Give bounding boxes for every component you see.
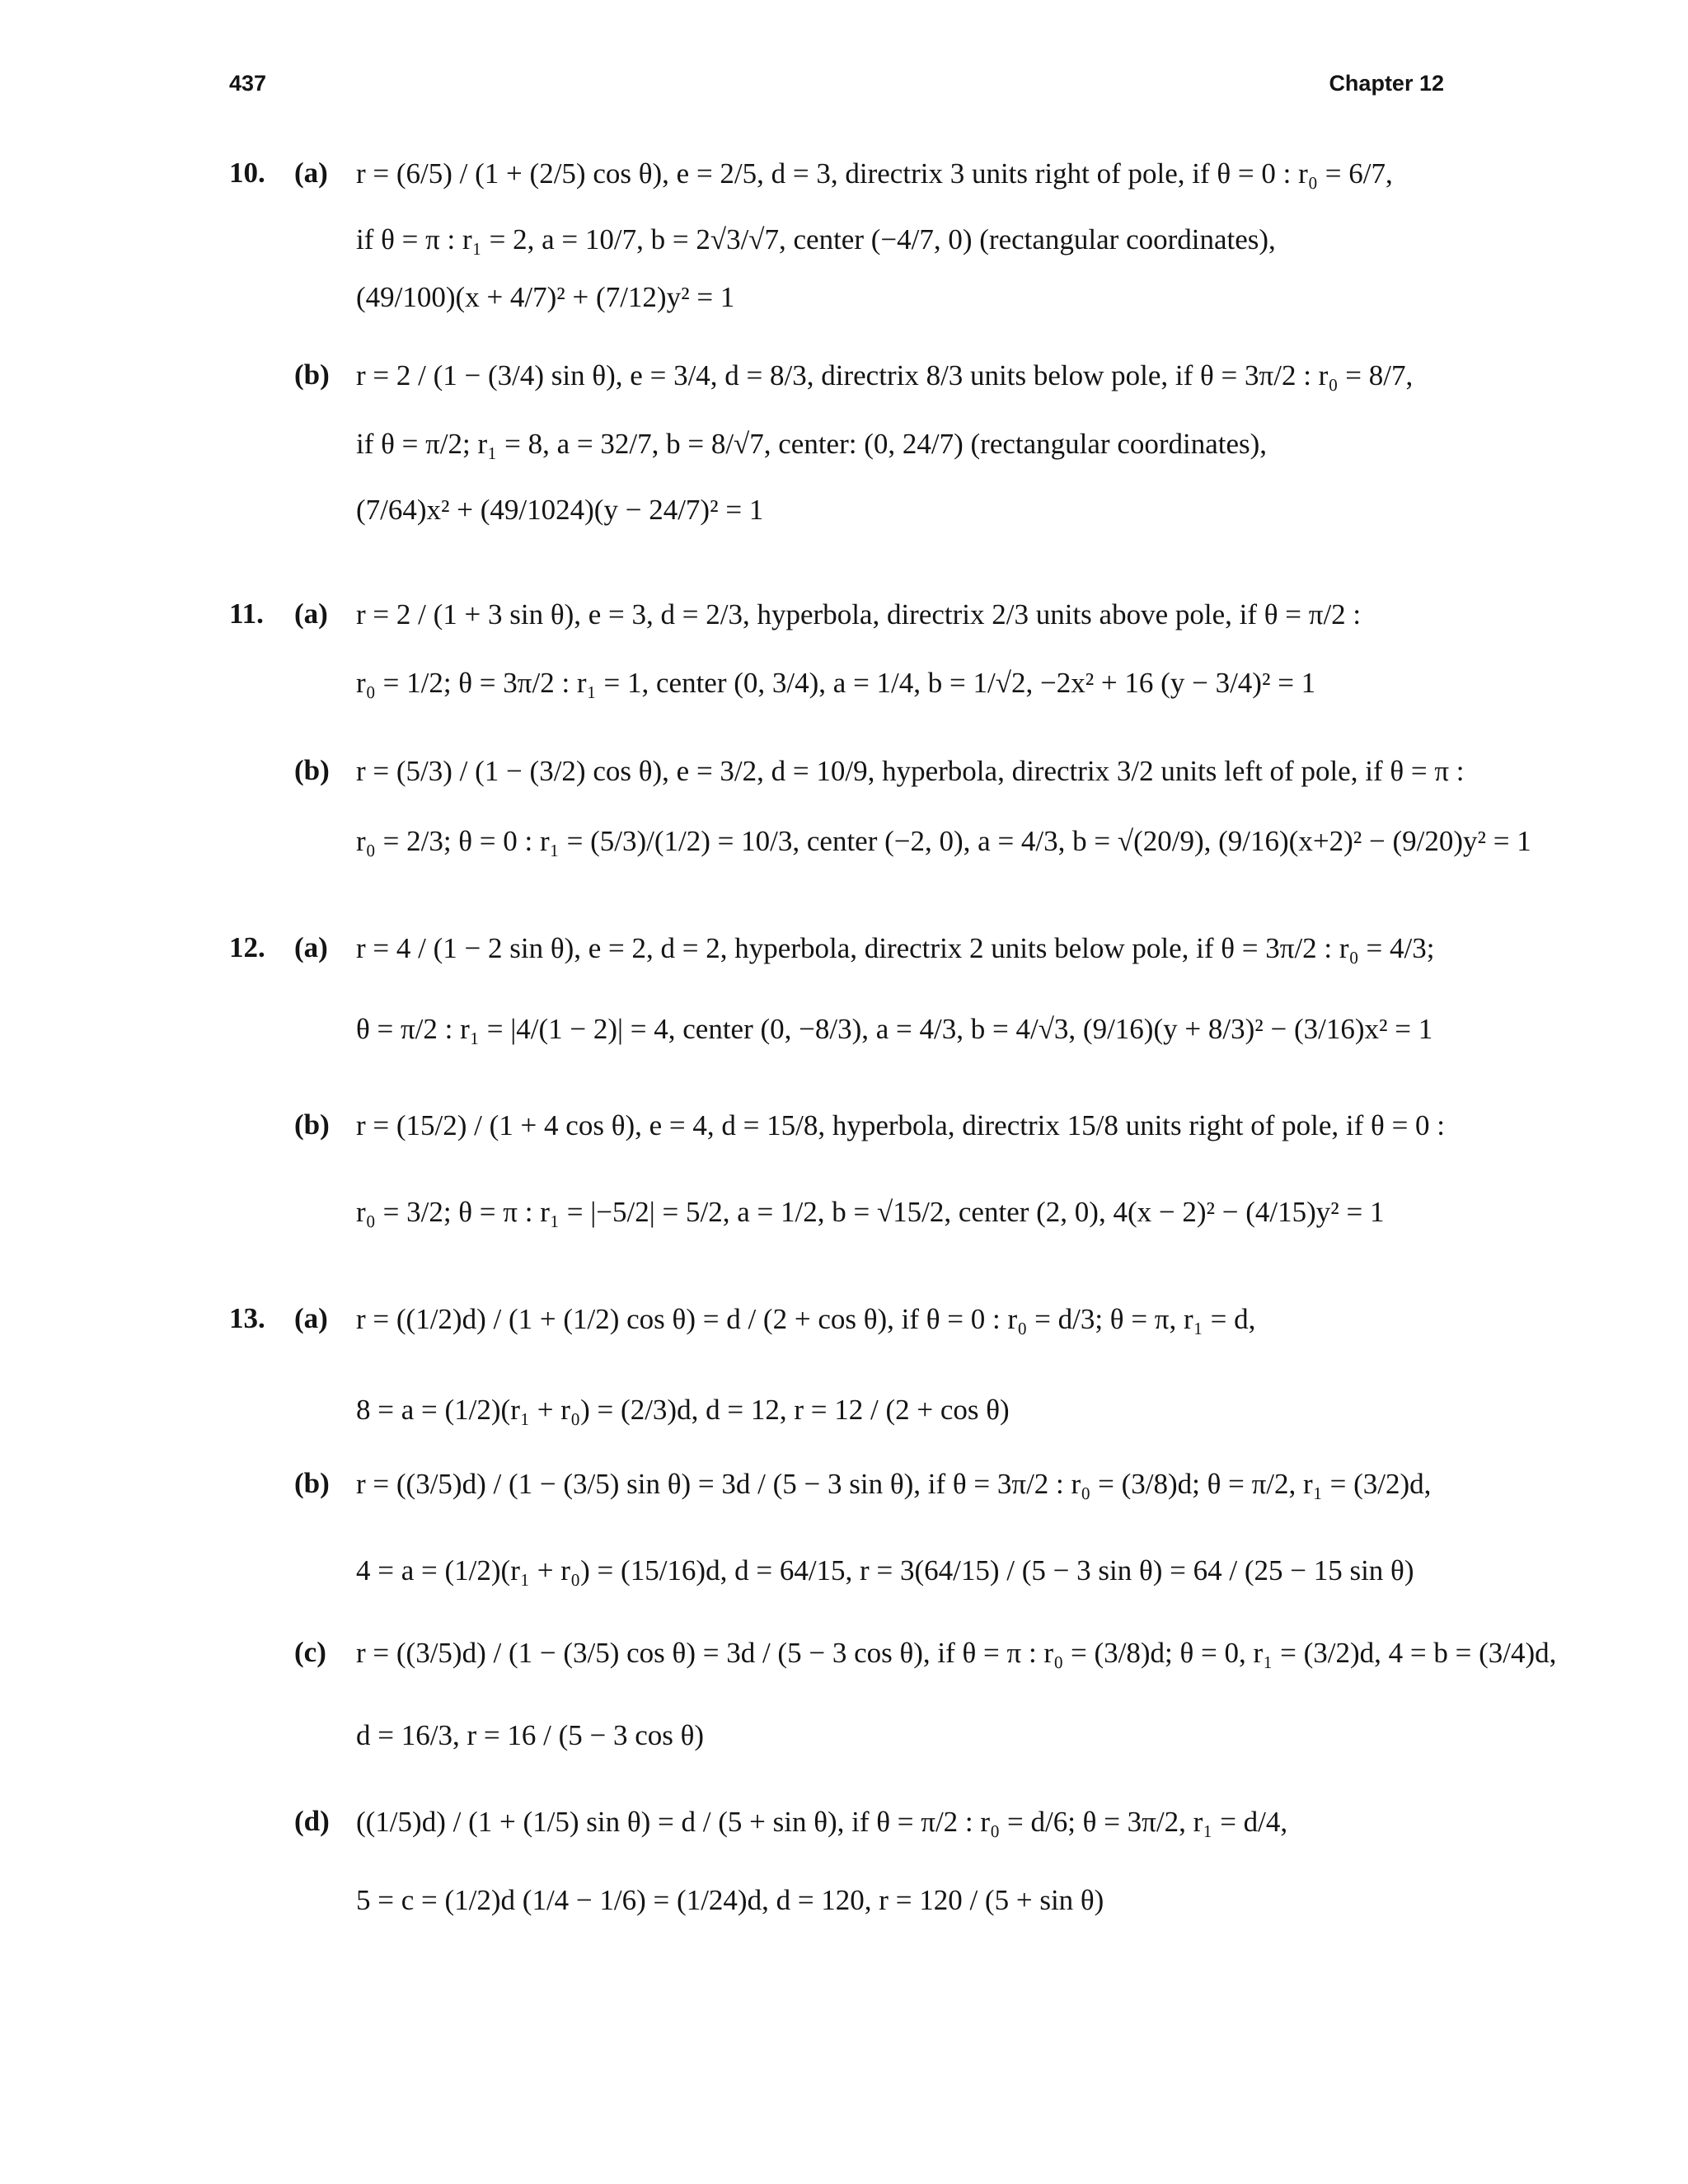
part-label: (a) [294, 598, 328, 630]
equation-line: 5 = c = (1/2)d (1/4 − 1/6) = (1/24)d, d = 120, r = 120 / (5 + sin θ) [356, 1884, 1104, 1916]
chapter-title: Chapter 12 [1329, 71, 1444, 96]
part-label: (d) [294, 1805, 330, 1837]
part-label: (a) [294, 1302, 328, 1334]
part-label: (b) [294, 1467, 330, 1499]
equation-line: if θ = π/2; r₁ = 8, a = 32/7, b = 8/√7, center: (0, 24/7) (rectangular coordinates), [356, 428, 1268, 460]
equation-line: θ = π/2 : r₁ = |4/(1 − 2)| = 4, center (0, −8/3), a = 4/3, b = 4/√3, (9/16)(y + 8/3)² − (3/16)x² = 1 [356, 1013, 1433, 1045]
equation-line: d = 16/3, r = 16 / (5 − 3 cos θ) [356, 1719, 705, 1751]
equation-line: r₀ = 2/3; θ = 0 : r₁ = (5/3)/(1/2) = 10/3, center (−2, 0), a = 4/3, b = √(20/9), (9/16)(x+2)² − (9/20)y² = 1 [356, 825, 1531, 857]
part-label: (b) [294, 1108, 330, 1141]
equation-line: 8 = a = (1/2)(r₁ + r₀) = (2/3)d, d = 12, r = 12 / (2 + cos θ) [356, 1394, 1010, 1426]
equation-line: r = 4 / (1 − 2 sin θ), e = 2, d = 2, hyperbola, directrix 2 units below pole, if θ = 3π/2 : r₀ = 4/3; [356, 932, 1435, 964]
equation-line: r = 2 / (1 + 3 sin θ), e = 3, d = 2/3, hyperbola, directrix 2/3 units above pole, if θ = π/2 : [356, 598, 1362, 630]
equation-line: r₀ = 3/2; θ = π : r₁ = |−5/2| = 5/2, a = 1/2, b = √15/2, center (2, 0), 4(x − 2)² − (4/15)y² = 1 [356, 1196, 1385, 1228]
equation-line: (7/64)x² + (49/1024)(y − 24/7)² = 1 [356, 494, 764, 526]
equation-line: r = ((3/5)d) / (1 − (3/5) sin θ) = 3d / (5 − 3 sin θ), if θ = 3π/2 : r₀ = (3/8)d; θ = π/2, r₁ = (3/2)d, [356, 1468, 1432, 1500]
equation-line: r = (5/3) / (1 − (3/2) cos θ), e = 3/2, d = 10/9, hyperbola, directrix 3/2 units left of pole, if θ = π : [356, 755, 1465, 787]
part-label: (b) [294, 754, 330, 786]
problem-number: 11. [229, 598, 264, 630]
equation-line: r₀ = 1/2; θ = 3π/2 : r₁ = 1, center (0, 3/4), a = 1/4, b = 1/√2, −2x² + 16 (y − 3/4)² = 1 [356, 667, 1316, 699]
equation-line: ((1/5)d) / (1 + (1/5) sin θ) = d / (5 + sin θ), if θ = π/2 : r₀ = d/6; θ = 3π/2, r₁ = d/4, [356, 1806, 1288, 1838]
equation-line: r = 2 / (1 − (3/4) sin θ), e = 3/4, d = 8/3, directrix 8/3 units below pole, if θ = 3π/2 : r₀ = 8/7, [356, 359, 1414, 391]
problem-number: 13. [229, 1302, 265, 1334]
part-label: (a) [294, 931, 328, 963]
equation-line: r = ((1/2)d) / (1 + (1/2) cos θ) = d / (2 + cos θ), if θ = 0 : r₀ = d/3; θ = π, r₁ = d, [356, 1303, 1256, 1335]
equation-line: r = ((3/5)d) / (1 − (3/5) cos θ) = 3d / (5 − 3 cos θ), if θ = π : r₀ = (3/8)d; θ = 0, r₁ = (3/2)d, 4 = b = (3/4)d, [356, 1637, 1557, 1669]
page-header [229, 71, 1444, 96]
equation-line: r = (15/2) / (1 + 4 cos θ), e = 4, d = 15/8, hyperbola, directrix 15/8 units right of pole, if θ = 0 : [356, 1109, 1446, 1141]
part-label: (c) [294, 1636, 326, 1668]
part-label: (a) [294, 157, 328, 189]
equation-line: if θ = π : r₁ = 2, a = 10/7, b = 2√3/√7, center (−4/7, 0) (rectangular coordinates), [356, 223, 1276, 255]
equation-line: 4 = a = (1/2)(r₁ + r₀) = (15/16)d, d = 64/15, r = 3(64/15) / (5 − 3 sin θ) = 64 / (25 − 15 sin θ) [356, 1554, 1414, 1586]
problem-number: 10. [229, 157, 265, 189]
equation-line: r = (6/5) / (1 + (2/5) cos θ), e = 2/5, d = 3, directrix 3 units right of pole, if θ = 0 : r₀ = 6/7, [356, 157, 1393, 190]
equation-line: (49/100)(x + 4/7)² + (7/12)y² = 1 [356, 281, 735, 313]
problem-number: 12. [229, 931, 265, 963]
page-number: 437 [229, 71, 267, 96]
part-label: (b) [294, 359, 330, 391]
